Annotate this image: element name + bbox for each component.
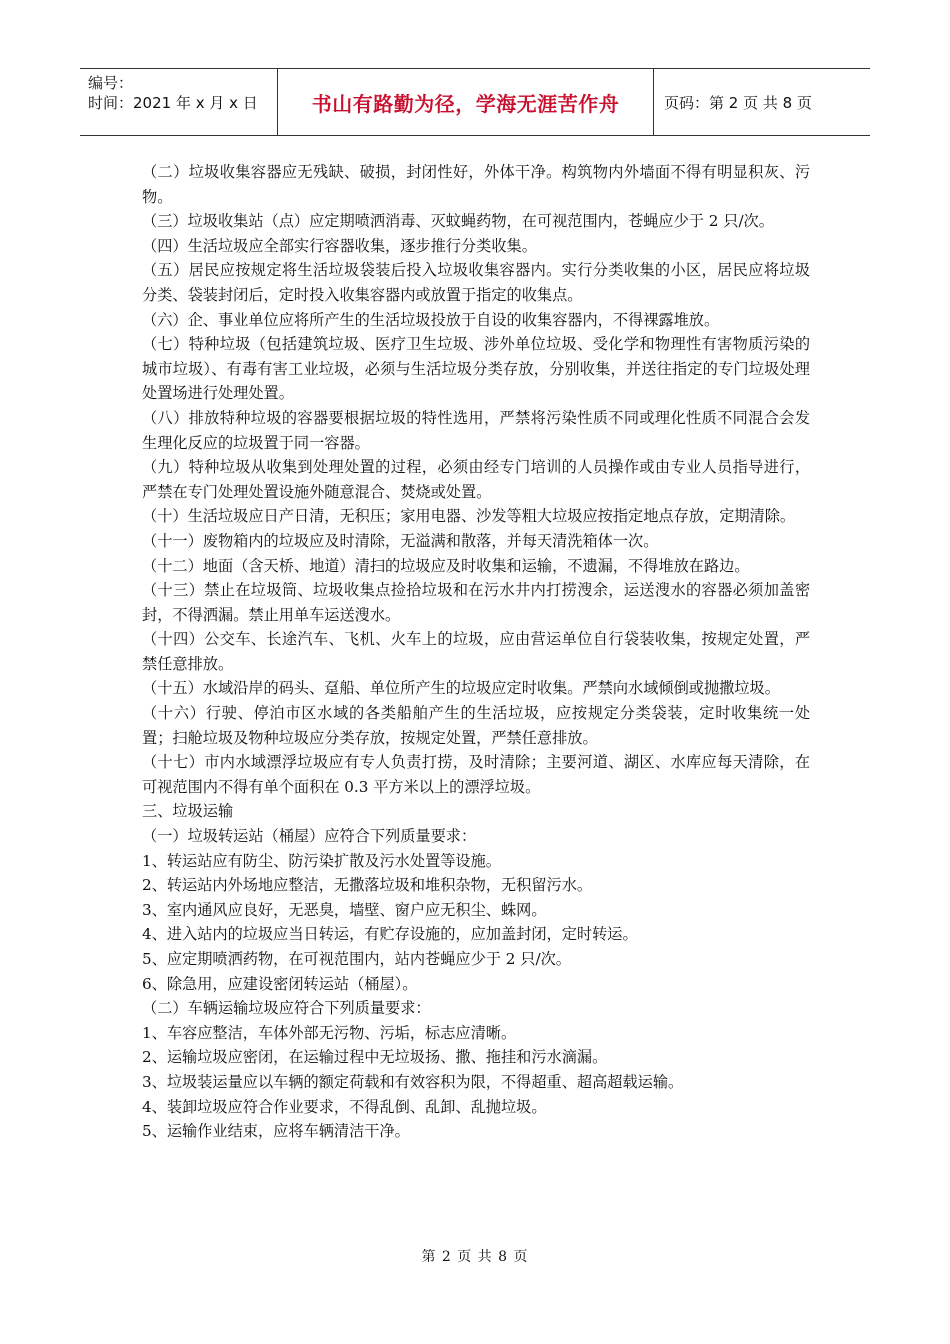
paragraph: （四）生活垃圾应全部实行容器收集，逐步推行分类收集。: [142, 236, 537, 255]
list-item: 1、转运站应有防尘、防污染扩散及污水处置等设施。: [142, 851, 501, 870]
paragraph: （六）企、事业单位应将所产生的生活垃圾投放于自设的收集容器内，不得裸露堆放。: [142, 310, 720, 329]
header-motto: 书山有路勤为径，学海无涯苦作舟: [278, 69, 654, 135]
paragraph: （九）特种垃圾从收集到处理处置的过程，必须由经专门培训的人员操作或由专业人员指导进行，严禁在专门处理处置设施外随意混合、焚烧或处置。: [142, 458, 810, 501]
paragraph: （十六）行驶、停泊市区水域的各类船舶产生的生活垃圾，应按规定分类袋装，定时收集统一处置；扫舱垃圾及物种垃圾应分类存放，按规定处置，严禁任意排放。: [142, 704, 810, 747]
list-item: 3、垃圾装运量应以车辆的额定荷载和有效容积为限，不得超重、超高超载运输。: [142, 1072, 684, 1091]
list-item: 4、进入站内的垃圾应当日转运，有贮存设施的，应加盖封闭，定时转运。: [142, 925, 638, 944]
list-item: 3、室内通风应良好，无恶臭，墙壁、窗户应无积尘、蛛网。: [142, 900, 547, 919]
paragraph: （三）垃圾收集站（点）应定期喷洒消毒、灭蚊蝇药物，在可视范围内，苍蝇应少于 2 只/次。: [142, 212, 774, 231]
paragraph: （八）排放特种垃圾的容器要根据垃圾的特性选用，严禁将污染性质不同或理化性质不同混合会发生理化反应的垃圾置于同一容器。: [142, 408, 810, 452]
list-item: 6、除急用，应建设密闭转运站（桶屋）。: [142, 974, 418, 993]
document-number-label: 编号：: [88, 74, 134, 92]
header-page-info: 页码：第 2 页 共 8 页: [664, 93, 812, 112]
paragraph: （十七）市内水域漂浮垃圾应有专人负责打捞，及时清除；主要河道、湖区、水库应每天清除，在可视范围内不得有单个面积在 0.3 平方米以上的漂浮垃圾。: [142, 753, 810, 796]
paragraph: （五）居民应按规定将生活垃圾袋装后投入垃圾收集容器内。实行分类收集的小区，居民应将垃圾分类、袋装封闭后，定时投入收集容器内或放置于指定的收集点。: [142, 261, 810, 304]
document-body: [142, 160, 810, 1144]
list-item: 5、应定期喷洒药物，在可视范围内，站内苍蝇应少于 2 只/次。: [142, 950, 571, 968]
paragraph: （十五）水域沿岸的码头、趸船、单位所产生的垃圾应定时收集。严禁向水域倾倒或抛撒垃圾。: [142, 679, 780, 698]
list-item: 2、运输垃圾应密闭，在运输过程中无垃圾扬、撒、拖挂和污水滴漏。: [142, 1048, 608, 1067]
document-date: 时间：2021 年 x 月 x 日: [88, 94, 258, 112]
paragraph: （十二）地面（含天桥、地道）清扫的垃圾应及时收集和运输，不遗漏，不得堆放在路边。: [142, 556, 750, 575]
subsection-heading: （二）车辆运输垃圾应符合下列质量要求：: [142, 999, 431, 1018]
section-heading: 三、垃圾运输: [142, 802, 234, 821]
paragraph: （二）垃圾收集容器应无残缺、破损，封闭性好，外体干净。构筑物内外墙面不得有明显积灰、污物。: [142, 163, 810, 206]
paragraph: （十三）禁止在垃圾筒、垃圾收集点捡拾垃圾和在污水井内打捞溲余，运送溲水的容器必须加盖密封，不得洒漏。禁止用单车运送溲水。: [142, 581, 810, 624]
page-footer: 第 2 页 共 8 页: [421, 1249, 529, 1265]
paragraph: （七）特种垃圾（包括建筑垃圾、医疗卫生垃圾、涉外单位垃圾、受化学和物理性有害物质污染的城市垃圾）、有毒有害工业垃圾，必须与生活垃圾分类存放，分别收集，并送往指定的专门垃圾处理处置场进行处理处置。: [142, 335, 810, 403]
page-header: [80, 68, 870, 136]
list-item: 1、车容应整洁，车体外部无污物、污垢，标志应清晰。: [142, 1023, 517, 1042]
subsection-heading: （一）垃圾转运站（桶屋）应符合下列质量要求：: [142, 827, 477, 846]
list-item: 4、装卸垃圾应符合作业要求，不得乱倒、乱卸、乱抛垃圾。: [142, 1097, 547, 1116]
list-item: 5、运输作业结束，应将车辆清洁干净。: [142, 1122, 410, 1141]
paragraph: （十四）公交车、长途汽车、飞机、火车上的垃圾，应由营运单位自行袋装收集，按规定处置，严禁任意排放。: [142, 630, 810, 673]
header-meta: [80, 69, 278, 135]
paragraph: （十一）废物箱内的垃圾应及时清除，无溢满和散落，并每天清洗箱体一次。: [142, 531, 659, 550]
paragraph: （十）生活垃圾应日产日清，无积压；家用电器、沙发等粗大垃圾应按指定地点存放，定期清除。: [142, 507, 796, 526]
list-item: 2、转运站内外场地应整洁，无撒落垃圾和堆积杂物，无积留污水。: [142, 876, 593, 895]
